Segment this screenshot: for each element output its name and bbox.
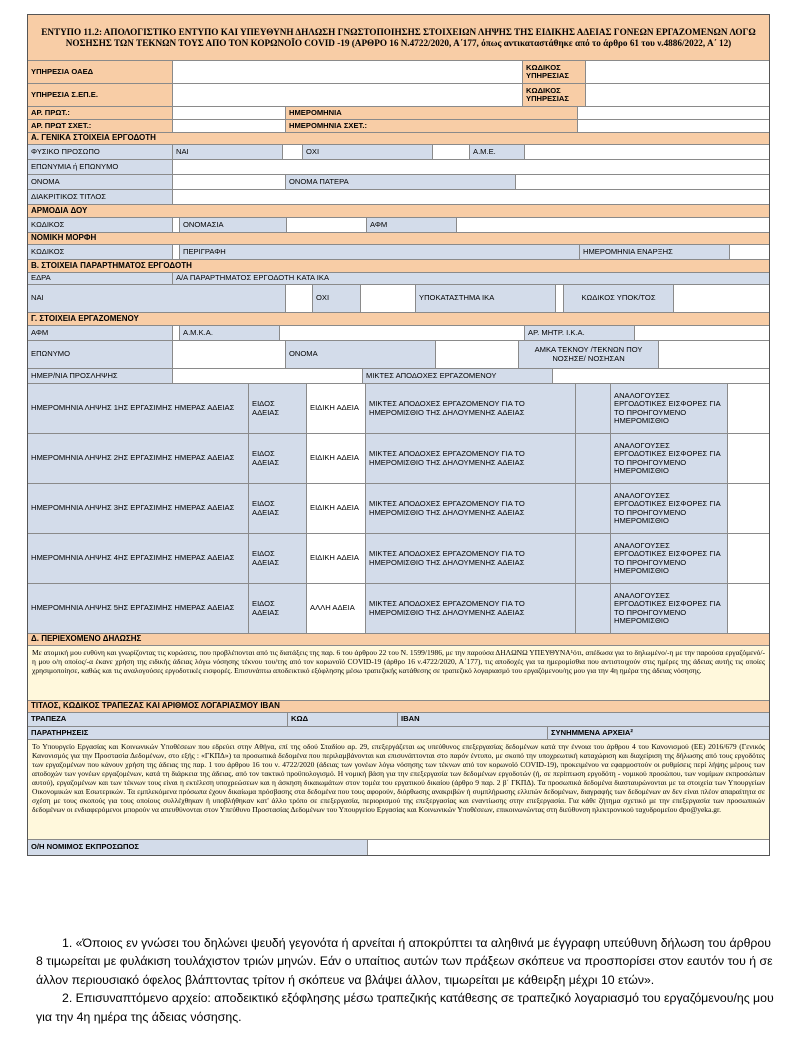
employer-contributions-field[interactable] — [728, 484, 769, 533]
employer-contributions-field[interactable] — [728, 584, 769, 633]
ika-branch-label: ΥΠΟΚΑΤΑΣΤΗΜΑ ΙΚΑ — [416, 285, 556, 312]
hire-date-row — [28, 369, 769, 384]
footnote-1: 1. «Όποιος εν γνώσει του δηλώνει ψευδή γεγονότα ή αρνείται ή αποκρύπτει τα αληθινά με έγγραφη υπεύθυνη δήλωση του άρθρου 8 τιμωρείται με φυλάκιση τουλάχιστον τριών μηνών. Εάν ο υπαίτιος αυτών των πράξεων σκόπευε να προσπορίσει στον εαυτόν του ή σε άλλον περιουσιακό όφελος βλάπτοντας τρίτον ή σκόπευε να βλάψει άλλον, τιμωρείται με κάθειρξη μέχρι 10 ετών». — [36, 936, 773, 987]
bank-code-label: ΚΩΔ — [288, 713, 398, 726]
section-d-title-row — [28, 634, 769, 646]
start-date-field[interactable] — [730, 245, 769, 259]
legal-form-code-label: ΚΩΔΙΚΟΣ — [28, 245, 173, 259]
first-name-field[interactable] — [173, 175, 286, 189]
tax-office-code-label: ΚΩΔΙΚΟΣ — [28, 218, 173, 232]
amka-field[interactable] — [280, 326, 525, 340]
leave-day-row-3 — [28, 484, 769, 534]
tax-id-label: ΑΦΜ — [367, 218, 457, 232]
day-earnings-label: ΜΙΚΤΕΣ ΑΠΟΔΟΧΕΣ ΕΡΓΑΖΟΜΕΝΟΥ ΓΙΑ ΤΟ ΗΜΕΡΟΜΙΣΘΙΟ ΤΗΣ ΔΗΛΟΥΜΕΝΗΣ ΑΔΕΙΑΣ — [366, 384, 576, 433]
leave-day-row-5 — [28, 584, 769, 634]
footnotes — [36, 934, 774, 1026]
form-title: ΕΝΤΥΠΟ 11.2: ΑΠΟΛΟΓΙΣΤΙΚΟ ΕΝΤΥΠΟ ΚΑΙ ΥΠΕΥΘΥΝΗ ΔΗΛΩΣΗ ΓΝΩΣΤΟΠΟΙΗΣΗΣ ΣΤΟΙΧΕΙΩΝ ΛΗΨΗΣ ΤΗΣ ΕΙΔΙΚΗΣ ΑΔΕΙΑΣ ΓΟΝΕΩΝ ΕΡΓΑΖΟΜΕΝΩΝ ΛΟΓΩ ΝΟΣΗΣΗΣ ΤΩΝ ΤΕΚΝΩΝ ΤΟΥΣ ΑΠΟ ΤΟΝ ΚΟΡΩΝΟΪΟ COVID -19 (ΑΡΘΡΟ 16 Ν.4722/2020, Α΄177, όπως αντικαταστάθηκε από το άρθρο 61 του ν.4886/2022, Α΄ 12) — [28, 15, 769, 60]
section-b-title: Β. ΣΤΟΙΧΕΙΑ ΠΑΡΑΡΤΗΜΑΤΟΣ ΕΡΓΟΔΟΤΗ — [28, 260, 769, 272]
branch-no[interactable]: ΟΧΙ — [313, 285, 361, 312]
branch-yes[interactable]: ΝΑΙ — [28, 285, 286, 312]
employer-contributions-label: ΑΝΑΛΟΓΟΥΣΕΣ ΕΡΓΟΔΟΤΙΚΕΣ ΕΙΣΦΟΡΕΣ ΓΙΑ ΤΟ ΠΡΟΗΓΟΥΜΕΝΟ ΗΜΕΡΟΜΙΣΘΙΟ — [611, 534, 728, 583]
leave-type-value[interactable]: ΕΙΔΙΚΗ ΑΔΕΙΑ — [307, 534, 366, 583]
leave-day-label: ΗΜΕΡΟΜΗΝΙΑ ΛΗΨΗΣ 1ΗΣ ΕΡΓΑΣΙΜΗΣ ΗΜΕΡΑΣ ΑΔΕΙΑΣ — [28, 384, 249, 433]
leave-type-label: ΕΙΔΟΣ ΑΔΕΙΑΣ — [249, 584, 307, 633]
legal-rep-row — [28, 840, 769, 855]
bank-label: ΤΡΑΠΕΖΑ — [28, 713, 288, 726]
ika-registry-label: ΑΡ. ΜΗΤΡ. Ι.Κ.Α. — [525, 326, 635, 340]
leave-day-row-2 — [28, 434, 769, 484]
leave-type-value[interactable]: ΕΙΔΙΚΗ ΑΔΕΙΑ — [307, 384, 366, 433]
legal-form-title: ΝΟΜΙΚΗ ΜΟΡΦΗ — [28, 233, 769, 244]
employee-ids-row — [28, 326, 769, 341]
privacy-text: Το Υπουργείο Εργασίας και Κοινωνικών Υποθέσεων που εδρεύει στην Αθήνα, επί της οδού Σταδίου αρ. 29, επεξεργάζεται ως υπεύθυνος επεξεργασίας δεδομένων κατά την έννοια του άρθρου 4 του Κανονισμού (ΕΕ) 2016/679 (Γενικός Κανονισμός για την Προστασία Δεδομένων, στο εξής : «ΓΚΠΔ») τα προσωπικά δεδομένα που περιλαμβάνονται και επισυνάπτονται στο παρόν έντυπο, με σκοπό την υποχρεωτική καταχώριση και διαχείριση της δήλωσης από τους εργοδότες των εργαζομένων που κάνουν χρήση της άδειας της παρ. 1 του άρθρου 16 του ν. 4722/2020 (άδειας των γονέων λόγω νόσησης των τέκνων από τον κορωνοϊό COVID-19), προκειμένου να εφαρμοστούν οι ρυθμίσεις περί λήψης μέρους των αποδοχών των γονέων εργαζομένων, κατά τη διάρκεια της άδειας, από τον τακτικό προϋπολογισμό. Η νομική βάση για την επεξεργασία των δεδομένων εργοδοτών (ή, σε περίπτωση εργοδότη - νομικού προσώπου, των νομίμων εκπροσώπων αυτού), εργαζομένων και των τέκνων τους είναι η εκτέλεση υποχρεώσεων και η άσκηση δικαιωμάτων στον τομέα του εργατικού δικαίου (άρθρο 9 παρ. 2 β΄ ΓΚΠΔ). Τα προσωπικά δεδομένα διασταυρώνονται με τα στοιχεία των Υπουργείων Οικονομικών και Εσωτερικών. Τα εμπλεκόμενα πρόσωπα έχουν δικαίωμα πρόσβασης στα δεδομένα που τους αφορούν, διόρθωσης ανακριβών ή συμπλήρωσης ελλιπών δεδομένων, διαγραφής των δεδομένων αν δεν είναι πλέον απαραίτητα σε σχέση με τους σκοπούς για τους οποίους συλλέχθηκαν ή υποβλήθηκαν κατ' άλλο τρόπο σε επεξεργασία, περιορισμού της επεξεργασίας και εναντίωσης στην επεξεργασία. Για κάθε ζήτημα σχετικό με την επεξεργασία των προσωπικών δεδομένων οι ενδιαφερόμενοι μπορούν να απευθύνονται στον Υπεύθυνο Προστασίας Δεδομένων του Υπουργείου Εργασίας και Κοινωνικών Υποθέσεων, επικοινωνώντας στη διεύθυνση ηλεκτρονικού ταχυδρομείου dpo@yeka.gr. — [28, 740, 769, 839]
footnote-2: 2. Επισυναπτόμενο αρχείο: αποδεικτικό εξόφλησης μέσω τραπεζικής κατάθεσης σε τραπεζικό λογαριασμό του εργαζόμενου/ης μου για την 4η ημέρα της άδειας νόσησης. — [36, 991, 774, 1024]
branch-row — [28, 285, 769, 313]
surname-label: ΕΠΩΝΥΜΟ — [28, 341, 173, 368]
employee-name-row — [28, 341, 769, 369]
employee-tax-id-label: ΑΦΜ — [28, 326, 173, 340]
related-date-field[interactable] — [578, 120, 769, 132]
employer-contributions-field[interactable] — [728, 384, 769, 433]
day-earnings-field[interactable] — [576, 484, 611, 533]
section-a-title-row — [28, 133, 769, 145]
leave-type-value[interactable]: ΑΛΛΗ ΑΔΕΙΑ — [307, 584, 366, 633]
leave-day-label: ΗΜΕΡΟΜΗΝΙΑ ΛΗΨΗΣ 4ΗΣ ΕΡΓΑΣΙΜΗΣ ΗΜΕΡΑΣ ΑΔΕΙΑΣ — [28, 534, 249, 583]
natural-person-no-box[interactable] — [433, 145, 470, 159]
service-code-label: ΚΩΔΙΚΟΣ ΥΠΗΡΕΣΙΑΣ — [523, 61, 586, 83]
bank-title-row — [28, 701, 769, 713]
leave-type-label: ΕΙΔΟΣ ΑΔΕΙΑΣ — [249, 534, 307, 583]
date-label: ΗΜΕΡΟΜΗΝΙΑ — [286, 107, 578, 119]
first-name-row — [28, 175, 769, 190]
employer-contributions-label: ΑΝΑΛΟΓΟΥΣΕΣ ΕΡΓΟΔΟΤΙΚΕΣ ΕΙΣΦΟΡΕΣ ΓΙΑ ΤΟ ΠΡΟΗΓΟΥΜΕΝΟ ΗΜΕΡΟΜΙΣΘΙΟ — [611, 434, 728, 483]
leave-type-value[interactable]: ΕΙΔΙΚΗ ΑΔΕΙΑ — [307, 434, 366, 483]
employee-tax-id-field[interactable] — [173, 326, 180, 340]
sepe-field[interactable] — [173, 84, 523, 106]
amka-label: Α.Μ.Κ.Α. — [180, 326, 280, 340]
employer-contributions-field[interactable] — [728, 534, 769, 583]
employer-contributions-label: ΑΝΑΛΟΓΟΥΣΕΣ ΕΡΓΟΔΟΤΙΚΕΣ ΕΙΣΦΟΡΕΣ ΓΙΑ ΤΟ ΠΡΟΗΓΟΥΜΕΝΟ ΗΜΕΡΟΜΙΣΘΙΟ — [611, 484, 728, 533]
employer-contributions-field[interactable] — [728, 434, 769, 483]
gross-earnings-field[interactable] — [553, 369, 769, 383]
trade-title-row — [28, 190, 769, 205]
tax-office-name-field[interactable] — [287, 218, 367, 232]
legal-rep-label: Ο/Η ΝΟΜΙΜΟΣ ΕΚΠΡΟΣΩΠΟΣ — [28, 840, 368, 855]
day-earnings-label: ΜΙΚΤΕΣ ΑΠΟΔΟΧΕΣ ΕΡΓΑΖΟΜΕΝΟΥ ΓΙΑ ΤΟ ΗΜΕΡΟΜΙΣΘΙΟ ΤΗΣ ΔΗΛΟΥΜΕΝΗΣ ΑΔΕΙΑΣ — [366, 434, 576, 483]
child-amka-field[interactable] — [659, 341, 769, 368]
related-protocol-field[interactable] — [173, 120, 286, 132]
employee-first-name-label: ΟΝΟΜΑ — [286, 341, 436, 368]
leave-day-row-1 — [28, 384, 769, 434]
child-amka-label: ΑΜΚΑ ΤΕΚΝΟΥ /ΤΕΚΝΩΝ ΠΟΥ ΝΟΣΗΣΕ/ ΝΟΣΗΣΑΝ — [519, 341, 659, 368]
tax-office-name-label: ΟΝΟΜΑΣΙΑ — [180, 218, 287, 232]
branch-header-row — [28, 273, 769, 285]
trade-title-label: ΔΙΑΚΡΙΤΙΚΟΣ ΤΙΤΛΟΣ — [28, 190, 173, 204]
branch-code-label: ΚΩΔΙΚΟΣ ΥΠΟΚ/ΤΟΣ — [564, 285, 674, 312]
date-field[interactable] — [578, 107, 769, 119]
section-g-title: Γ. ΣΤΟΙΧΕΙΑ ΕΡΓΑΖΟΜΕΝΟΥ — [28, 313, 769, 325]
natural-person-yes[interactable]: ΝΑΙ — [173, 145, 283, 159]
branch-no-box[interactable] — [361, 285, 416, 312]
legal-form-title-row — [28, 233, 769, 245]
trade-title-field[interactable] — [173, 190, 769, 204]
day-earnings-field[interactable] — [576, 534, 611, 583]
attachments-label: ΣΥΝΗΜΜΕΝΑ ΑΡΧΕΙΑ² — [548, 727, 769, 739]
first-name-label: ΟΝΟΜΑ — [28, 175, 173, 189]
iban-label: IBAN — [398, 713, 769, 726]
bank-title: ΤΙΤΛΟΣ, ΚΩΔΙΚΟΣ ΤΡΑΠΕΖΑΣ ΚΑΙ ΑΡΙΘΜΟΣ ΛΟΓΑΡΙΑΣΜΟΥ IBAN — [28, 701, 769, 712]
legal-form-row — [28, 245, 769, 260]
day-earnings-label: ΜΙΚΤΕΣ ΑΠΟΔΟΧΕΣ ΕΡΓΑΖΟΜΕΝΟΥ ΓΙΑ ΤΟ ΗΜΕΡΟΜΙΣΘΙΟ ΤΗΣ ΔΗΛΟΥΜΕΝΗΣ ΑΔΕΙΑΣ — [366, 484, 576, 533]
ika-registry-field[interactable] — [635, 326, 769, 340]
father-name-label: ΟΝΟΜΑ ΠΑΤΕΡΑ — [286, 175, 516, 189]
day-earnings-field[interactable] — [576, 584, 611, 633]
sepe-code-field[interactable] — [586, 84, 769, 106]
tax-office-code-field[interactable] — [173, 218, 180, 232]
leave-type-label: ΕΙΔΟΣ ΑΔΕΙΑΣ — [249, 484, 307, 533]
ame-field[interactable] — [525, 145, 769, 159]
day-earnings-label: ΜΙΚΤΕΣ ΑΠΟΔΟΧΕΣ ΕΡΓΑΖΟΜΕΝΟΥ ΓΙΑ ΤΟ ΗΜΕΡΟΜΙΣΘΙΟ ΤΗΣ ΔΗΛΟΥΜΕΝΗΣ ΑΔΕΙΑΣ — [366, 584, 576, 633]
sepe-row — [28, 84, 769, 107]
section-d-title: Δ. ΠΕΡΙΕΧΟΜΕΝΟ ΔΗΛΩΣΗΣ — [28, 634, 769, 645]
protocol-field[interactable] — [173, 107, 286, 119]
section-b-title-row — [28, 260, 769, 273]
protocol-row — [28, 107, 769, 120]
day-earnings-label: ΜΙΚΤΕΣ ΑΠΟΔΟΧΕΣ ΕΡΓΑΖΟΜΕΝΟΥ ΓΙΑ ΤΟ ΗΜΕΡΟΜΙΣΘΙΟ ΤΗΣ ΔΗΛΟΥΜΕΝΗΣ ΑΔΕΙΑΣ — [366, 534, 576, 583]
ika-branch-field[interactable] — [556, 285, 564, 312]
application-form — [27, 14, 770, 856]
declaration-row — [28, 646, 769, 701]
declaration-text: Με ατομική μου ευθύνη και γνωρίζοντας τις κυρώσεις, που προβλέπονται από τις διατάξεις της παρ. 6 του άρθρου 22 του Ν. 1599/1986, με την παρούσα ΔΗΛΩΝΩ ΥΠΕΥΘΥΝΑ¹ότι, απέδωσα για το δηλωμένο/-η με την παρούσα εργαζόμενό/-η μου ο/η οποίος/-α έκανε χρήση της ειδικής άδειας λόγω νόσησης τέκνου του/της από τον κορωνοϊό COVID-19 (άρθρο 16 ν.4722/2020, Α΄177), τις αποδοχές για τα ημερομίσθια που αντιστοιχούν στις ημέρες της άδειας αυτής τις οποίες χρησιμοποίησε, καθώς και τις αναλογούσες εργοδοτικές εισφορές. Επισυνάπτω αποδεικτικό εξόφλησης μέσω τραπεζικής κατάθεσης σε τραπεζικό λογαριασμό του εργαζόμενου/ης μου για την 4η ημέρα της άδειας νόσησης. — [28, 646, 769, 700]
legal-form-code-field[interactable] — [173, 245, 180, 259]
natural-person-row — [28, 145, 769, 160]
privacy-row — [28, 740, 769, 840]
related-date-label: ΗΜΕΡΟΜΗΝΙΑ ΣΧΕΤ.: — [286, 120, 578, 132]
start-date-label: ΗΜΕΡΟΜΗΝΙΑ ΕΝΑΡΞΗΣ — [580, 245, 730, 259]
day-earnings-field[interactable] — [576, 434, 611, 483]
branch-code-field[interactable] — [674, 285, 769, 312]
legal-rep-signature-field[interactable] — [368, 840, 769, 855]
oaed-label: ΥΠΗΡΕΣΙΑ ΟΑΕΔ — [28, 61, 173, 83]
leave-day-label: ΗΜΕΡΟΜΗΝΙΑ ΛΗΨΗΣ 2ΗΣ ΕΡΓΑΣΙΜΗΣ ΗΜΕΡΑΣ ΑΔΕΙΑΣ — [28, 434, 249, 483]
sepe-code-label: ΚΩΔΙΚΟΣ ΥΠΗΡΕΣΙΑΣ — [523, 84, 586, 106]
day-earnings-field[interactable] — [576, 384, 611, 433]
branch-yes-box[interactable] — [286, 285, 313, 312]
father-name-field[interactable] — [516, 175, 769, 189]
leave-day-label: ΗΜΕΡΟΜΗΝΙΑ ΛΗΨΗΣ 5ΗΣ ΕΡΓΑΣΙΜΗΣ ΗΜΕΡΑΣ ΑΔΕΙΑΣ — [28, 584, 249, 633]
employee-first-name-field[interactable] — [436, 341, 519, 368]
form-header-row — [28, 15, 769, 61]
tax-office-title-row — [28, 205, 769, 218]
legal-form-description-label: ΠΕΡΙΓΡΑΦΗ — [180, 245, 580, 259]
leave-type-value[interactable]: ΕΙΔΙΚΗ ΑΔΕΙΑ — [307, 484, 366, 533]
surname-field[interactable] — [173, 341, 286, 368]
seat-label: ΕΔΡΑ — [28, 273, 173, 284]
leave-day-row-4 — [28, 534, 769, 584]
remarks-label: ΠΑΡΑΤΗΡΗΣΕΙΣ — [28, 727, 548, 739]
section-g-title-row — [28, 313, 769, 326]
branch-number-label: Α/Α ΠΑΡΑΡΤΗΜΑΤΟΣ ΕΡΓΟΔΟΤΗ ΚΑΤΑ ΙΚΑ — [173, 273, 769, 284]
sepe-label: ΥΠΗΡΕΣΙΑ Σ.ΕΠ.Ε. — [28, 84, 173, 106]
tax-office-title: ΑΡΜΟΔΙΑ ΔΟΥ — [28, 205, 769, 217]
oaed-row — [28, 61, 769, 84]
leave-type-label: ΕΙΔΟΣ ΑΔΕΙΑΣ — [249, 384, 307, 433]
related-protocol-label: ΑΡ. ΠΡΩΤ ΣΧΕΤ.: — [28, 120, 173, 132]
hire-date-label: ΗΜΕΡ/ΝΙΑ ΠΡΟΣΛΗΨΗΣ — [28, 369, 173, 383]
leave-type-label: ΕΙΔΟΣ ΑΔΕΙΑΣ — [249, 434, 307, 483]
company-name-row — [28, 160, 769, 175]
bank-row — [28, 713, 769, 727]
company-name-field[interactable] — [173, 160, 769, 174]
employer-contributions-label: ΑΝΑΛΟΓΟΥΣΕΣ ΕΡΓΟΔΟΤΙΚΕΣ ΕΙΣΦΟΡΕΣ ΓΙΑ ΤΟ ΠΡΟΗΓΟΥΜΕΝΟ ΗΜΕΡΟΜΙΣΘΙΟ — [611, 384, 728, 433]
ame-label: Α.Μ.Ε. — [470, 145, 525, 159]
hire-date-field[interactable] — [173, 369, 363, 383]
gross-earnings-label: ΜΙΚΤΕΣ ΑΠΟΔΟΧΕΣ ΕΡΓΑΖΟΜΕΝΟΥ — [363, 369, 553, 383]
tax-id-field[interactable] — [457, 218, 769, 232]
protocol-label: ΑΡ. ΠΡΩΤ.: — [28, 107, 173, 119]
oaed-field[interactable] — [173, 61, 523, 83]
natural-person-yes-box[interactable] — [283, 145, 303, 159]
natural-person-no[interactable]: ΟΧΙ — [303, 145, 433, 159]
tax-office-row — [28, 218, 769, 233]
remarks-row — [28, 727, 769, 740]
company-name-label: ΕΠΩΝΥΜΙΑ ή ΕΠΩΝΥΜΟ — [28, 160, 173, 174]
employer-contributions-label: ΑΝΑΛΟΓΟΥΣΕΣ ΕΡΓΟΔΟΤΙΚΕΣ ΕΙΣΦΟΡΕΣ ΓΙΑ ΤΟ ΠΡΟΗΓΟΥΜΕΝΟ ΗΜΕΡΟΜΙΣΘΙΟ — [611, 584, 728, 633]
related-protocol-row — [28, 120, 769, 133]
leave-day-label: ΗΜΕΡΟΜΗΝΙΑ ΛΗΨΗΣ 3ΗΣ ΕΡΓΑΣΙΜΗΣ ΗΜΕΡΑΣ ΑΔΕΙΑΣ — [28, 484, 249, 533]
service-code-field[interactable] — [586, 61, 769, 83]
section-a-title: Α. ΓΕΝΙΚΑ ΣΤΟΙΧΕΙΑ ΕΡΓΟΔΟΤΗ — [28, 133, 769, 144]
natural-person-label: ΦΥΣΙΚΟ ΠΡΟΣΩΠΟ — [28, 145, 173, 159]
